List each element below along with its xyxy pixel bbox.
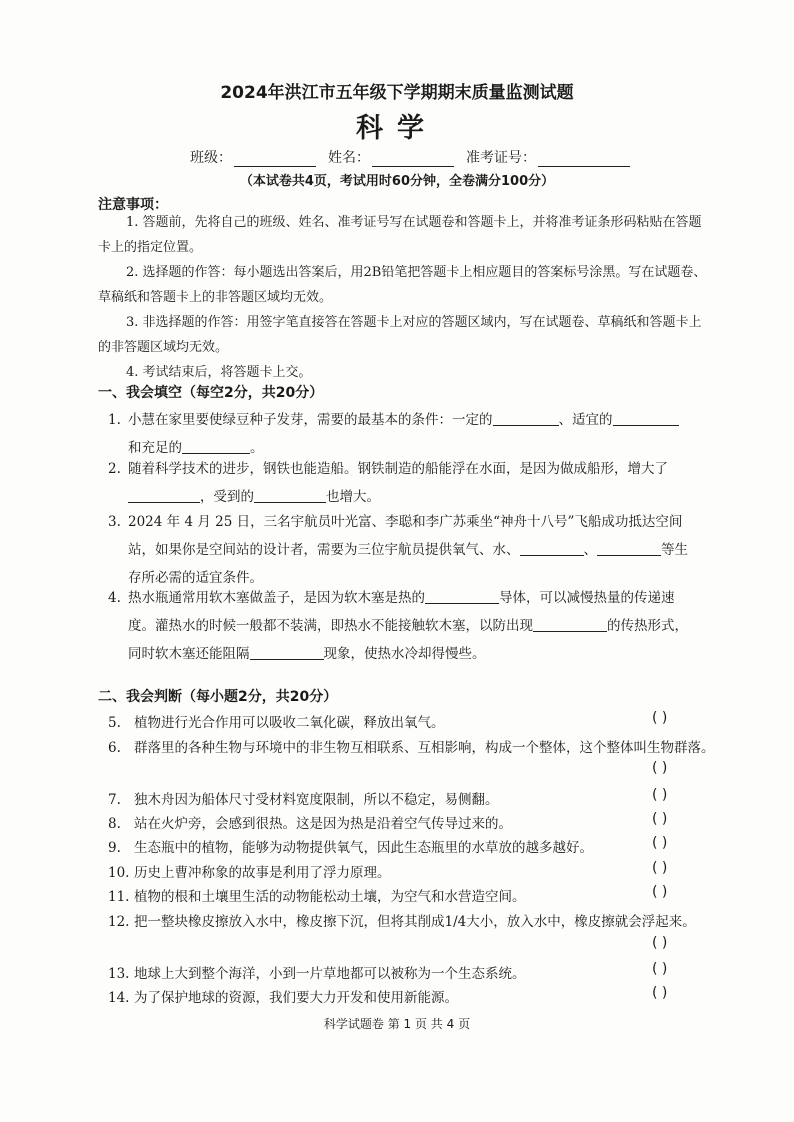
answer-blank[interactable] <box>493 410 559 426</box>
judge-item-12: 12. 把一整块橡皮擦放入水中，橡皮擦下沉，但将其削成1/4大小，放入水中，橡皮擦就会浮起来。 <box>108 914 696 930</box>
class-blank[interactable] <box>234 152 316 167</box>
question-2: 2. 随着科学技术的进步，钢铁也能造船。钢铁制造的船能浮在水面，是因为做成船形，增大了 ，受到的 也增大。 <box>108 461 668 505</box>
answer-bracket[interactable]: ( ) <box>652 935 668 951</box>
notice-heading: 注意事项： <box>98 197 168 213</box>
id-blank[interactable] <box>538 152 630 167</box>
name-label: 姓名： <box>328 150 370 166</box>
answer-blank[interactable] <box>533 616 607 632</box>
section1-heading: 一、我会填空（每空2分，共20分） <box>98 385 324 401</box>
notice-item: 1. 答题前，先将自己的班级、姓名、准考证号写在试题卷和答题卡上，并将准考证条形码粘贴在答题卡上的指定位置。 <box>98 215 702 255</box>
section2-heading: 二、我会判断（每小题2分，共20分） <box>98 689 338 705</box>
answer-bracket[interactable]: ( ) <box>652 961 668 977</box>
notice-item: 2. 选择题的作答：每小题选出答案后，用2B铅笔把答题卡上相应题目的答案标号涂黑。写在试题卷、草稿纸和答题卡上的非答题区域均无效。 <box>98 265 707 305</box>
answer-bracket[interactable]: ( ) <box>652 811 668 827</box>
exam-title: 2024年洪江市五年级下学期期末质量监测试题 <box>220 83 574 103</box>
answer-blank[interactable] <box>597 540 661 556</box>
judge-item-14: 14. 为了保护地球的资源，我们要大力开发和使用新能源。 <box>108 990 458 1006</box>
answer-blank[interactable] <box>425 588 499 604</box>
judge-item-5: 5. 植物进行光合作用可以吸收二氧化碳，释放出氧气。 <box>108 715 445 731</box>
notice-item: 3. 非选择题的作答：用签字笔直接答在答题卡上对应的答题区域内，写在试题卷、草稿纸和答题卡上的非答题区域均无效。 <box>98 315 702 355</box>
judge-item-9: 9. 生态瓶中的植物，能够为动物提供氧气，因此生态瓶里的水草放的越多越好。 <box>108 840 593 856</box>
answer-blank[interactable] <box>520 540 584 556</box>
notice-list <box>98 210 708 385</box>
answer-bracket[interactable]: ( ) <box>652 985 668 1001</box>
judge-item-6: 6. 群落里的各种生物与环境中的非生物互相联系、互相影响，构成一个整体，这个整体叫生物群落。 <box>108 740 715 756</box>
judge-item-10: 10. 历史上曹冲称象的故事是利用了浮力原理。 <box>108 865 391 881</box>
exam-note: （本试卷共4页，考试用时60分钟，全卷满分100分） <box>239 174 555 189</box>
student-info-row <box>190 147 642 167</box>
subject-title: 科学 <box>356 113 438 144</box>
judge-item-8: 8. 站在火炉旁，会感到很热。这是因为热是沿着空气传导过来的。 <box>108 816 512 832</box>
answer-blank[interactable] <box>254 487 326 503</box>
page-footer: 科学试题卷 第 1 页 共 4 页 <box>323 1017 471 1031</box>
question-3: 3. 2024 年 4 月 25 日，三名宇航员叶光富、李聪和李广苏乘坐“神舟十八号”飞船成功抵达空间 站，如果你是空间站的设计者，需要为三位宇航员提供氧气、水、 、 等生 存所必需的适宜条件。 <box>108 514 688 586</box>
answer-bracket[interactable]: ( ) <box>652 884 668 900</box>
answer-bracket[interactable]: ( ) <box>652 835 668 851</box>
answer-bracket[interactable]: ( ) <box>652 860 668 876</box>
answer-blank[interactable] <box>613 410 679 426</box>
question-1: 1. 小慧在家里要使绿豆种子发芽，需要的最基本的条件：一定的 、适宜的 和充足的 。 <box>108 406 708 462</box>
answer-blank[interactable] <box>250 644 324 660</box>
id-label: 准考证号： <box>466 150 536 166</box>
notice-item: 4. 考试结束后，将答题卡上交。 <box>126 365 312 380</box>
class-label: 班级： <box>190 150 232 166</box>
name-blank[interactable] <box>372 152 454 167</box>
answer-blank[interactable] <box>182 438 250 454</box>
answer-bracket[interactable]: ( ) <box>652 710 668 726</box>
judge-item-7: 7. 独木舟因为船体尺寸受材料宽度限制，所以不稳定，易侧翻。 <box>108 792 499 808</box>
judge-item-11: 11. 植物的根和土壤里生活的动物能松动土壤，为空气和水营造空间。 <box>108 889 526 905</box>
question-4: 4. 热水瓶通常用软木塞做盖子，是因为软木塞是热的 导体，可以减慢热量的传递速 度。灌热水的时候一般都不装满，即热水不能接触软木塞，以防出现 的传热形式， 同时软木塞还能阻隔 现象，使热水冷却得慢些。 <box>108 590 688 662</box>
answer-bracket[interactable]: ( ) <box>652 787 668 803</box>
answer-bracket[interactable]: ( ) <box>652 760 668 776</box>
judge-item-13: 13. 地球上大到整个海洋，小到一片草地都可以被称为一个生态系统。 <box>108 966 526 982</box>
answer-blank[interactable] <box>128 487 200 503</box>
